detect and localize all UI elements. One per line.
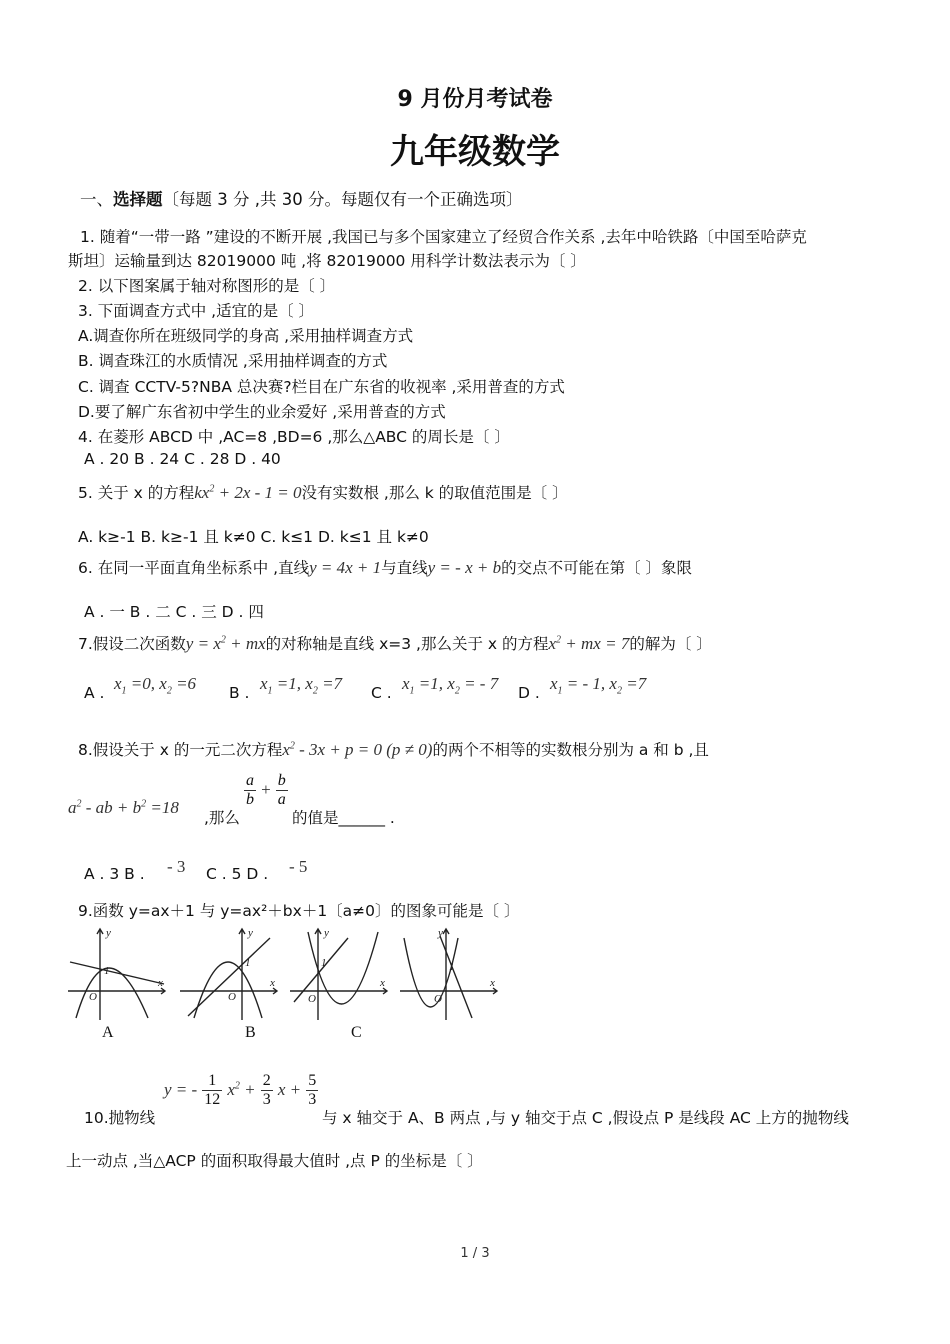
svg-text:1: 1: [245, 957, 251, 969]
svg-text:O: O: [308, 993, 316, 1005]
q10-pre: 10.抛物线: [84, 1109, 156, 1127]
q7-equation: $x^2$ + mx = 7: [548, 634, 630, 653]
q6-line2-eq: y = - x + b: [427, 558, 502, 577]
svg-text:x: x: [158, 977, 163, 989]
svg-text:1: 1: [449, 961, 455, 973]
section-prefix: 一、: [80, 190, 113, 209]
page-number: 1 / 3: [460, 1246, 490, 1261]
q8-then: ,那么: [204, 809, 240, 827]
q6-line1-eq: y = 4x + 1: [309, 558, 382, 577]
q7-function-eq: $y = x^2$ + mx: [185, 634, 266, 653]
q8-expression: $\frac{a}{b}$ + $\frac{b}{a}$: [246, 772, 286, 808]
q8-condition: $a^2$ - ab + $b^2 =18$: [68, 798, 179, 817]
svg-text:O: O: [228, 991, 236, 1003]
svg-text:O: O: [434, 993, 442, 1005]
q3-stem: 3. 下面调查方式中 ,适宜的是〔 〕: [78, 302, 314, 320]
q6-pre: 6. 在同一平面直角坐标系中 ,直线: [78, 559, 310, 577]
q7-option-b-label: B .: [229, 684, 250, 702]
q5-pre: 5. 关于 x 的方程: [78, 484, 195, 502]
q8-frac-a-over-b: $\frac{a}{b}$: [246, 772, 254, 808]
svg-text:O: O: [89, 991, 97, 1003]
q8-frac-b-over-a: $\frac{b}{a}$: [277, 772, 286, 808]
q6-post: 的交点不可能在第〔 〕象限: [501, 559, 693, 577]
q9-graph-b-label: B: [245, 1024, 256, 1041]
q8-option-ab: A . 3 B .: [84, 865, 145, 883]
q4-options: A . 20 B . 24 C . 28 D . 40: [84, 450, 281, 468]
section-heading: [80, 186, 522, 210]
q7-option-d-label: D .: [518, 684, 540, 702]
q8-equation: $x^2 - 3x + p = 0$ (p ≠ 0): [282, 740, 433, 759]
q8-end: 的值是______ .: [292, 809, 395, 827]
svg-text:x: x: [380, 977, 385, 989]
q1-line1: 1. 随着“一带一路 ”建设的不断开展 ,我国已与多个国家建立了经贸合作关系 ,去年中哈铁路〔中国至哈萨克: [80, 228, 807, 246]
svg-text:x: x: [490, 977, 495, 989]
svg-text:y: y: [324, 927, 329, 939]
svg-text:1: 1: [321, 957, 327, 969]
q7-option-c-value: $x_1 =1$, $x_2$ = - 7: [402, 674, 499, 697]
q10-line2: 上一动点 ,当△ACP 的面积取得最大值时 ,点 P 的坐标是〔 〕: [66, 1152, 483, 1170]
q7-mid: 的对称轴是直线 x=3 ,那么关于 x 的方程: [265, 635, 549, 653]
q7-stem: [78, 632, 712, 654]
svg-text:y: y: [248, 927, 253, 939]
q5-post: 没有实数根 ,那么 k 的取值范围是〔 〕: [301, 484, 568, 502]
q2-stem: 2. 以下图案属于轴对称图形的是〔 〕: [78, 277, 336, 295]
q6-stem: [78, 556, 692, 578]
q9-graph-a: [66, 926, 170, 1022]
q4-stem: 4. 在菱形 ABCD 中 ,AC=8 ,BD=6 ,那么△ABC 的周长是〔 〕: [78, 428, 510, 446]
q9-graph-c: [288, 926, 392, 1022]
q8-option-d-value: - 5: [289, 857, 308, 876]
q6-mid: 与直线: [381, 559, 428, 577]
q9-stem: 9.函数 y=ax＋1 与 y=ax²＋bx＋1〔a≠0〕的图象可能是〔 〕: [78, 902, 520, 920]
q8-stem: [78, 738, 709, 760]
q5-stem: [78, 481, 568, 503]
q9-graph-d: [398, 926, 502, 1022]
exam-title: 9 月份月考试卷: [397, 87, 553, 112]
q9-graph-a-label: A: [102, 1024, 114, 1041]
q7-option-d-value: $x_1$ = - 1, $x_2 =7$: [550, 674, 647, 697]
q7-option-b-value: $x_1 =1$, $x_2 =7$: [260, 674, 343, 697]
q7-option-a-value: $x_1 =0$, $x_2 =6$: [114, 674, 197, 697]
q9-graph-b: [178, 926, 282, 1022]
q9-graph-c-label: C: [351, 1024, 362, 1041]
q7-pre: 7.假设二次函数: [78, 635, 186, 653]
q1-line2: 斯坦〕运输量到达 82019000 吨 ,将 82019000 用科学计数法表示为〔 〕: [68, 252, 586, 270]
svg-text:y: y: [106, 927, 111, 939]
q6-options: A . 一 B . 二 C . 三 D . 四: [84, 603, 264, 621]
exam-subject: 九年级数学: [390, 132, 560, 172]
q5-equation: $kx^2 + 2x - 1 = 0$: [194, 483, 302, 502]
q7-option-a-label: A .: [84, 684, 105, 702]
q8-post: 的两个不相等的实数根分别为 a 和 b ,且: [432, 741, 709, 759]
q3-option-d: D.要了解广东省初中学生的业余爱好 ,采用普查的方式: [78, 403, 446, 421]
q8-option-cd: C . 5 D .: [206, 865, 269, 883]
q8-option-b-value: - 3: [167, 857, 186, 876]
section-desc: 〔每题 3 分 ,共 30 分。每题仅有一个正确选项〕: [162, 190, 523, 209]
svg-text:x: x: [270, 977, 275, 989]
q3-option-c: C. 调查 CCTV-5?NBA 总决赛?栏目在广东省的收视率 ,采用普查的方式: [78, 378, 565, 396]
q3-option-a: A.调查你所在班级同学的身高 ,采用抽样调查方式: [78, 327, 414, 345]
q5-options: A. k≥-1 B. k≥-1 且 k≠0 C. k≤1 D. k≤1 且 k≠0: [78, 528, 429, 546]
q10-post: 与 x 轴交于 A、B 两点 ,与 y 轴交于点 C ,假设点 P 是线段 AC 上方的抛物线: [322, 1109, 849, 1127]
svg-text:y: y: [438, 927, 443, 939]
svg-text:1: 1: [104, 965, 110, 977]
q3-option-b: B. 调查珠江的水质情况 ,采用抽样调查的方式: [78, 352, 388, 370]
q7-option-c-label: C .: [371, 684, 392, 702]
q10-equation: y = - $\frac{1}{12}$ $x^2$ + $\frac{2}{3}$ x + $\frac{5}{3}$: [164, 1072, 317, 1108]
q8-pre: 8.假设关于 x 的一元二次方程: [78, 741, 283, 759]
q7-post: 的解为〔 〕: [629, 635, 712, 653]
section-name: 选择题: [113, 190, 163, 209]
